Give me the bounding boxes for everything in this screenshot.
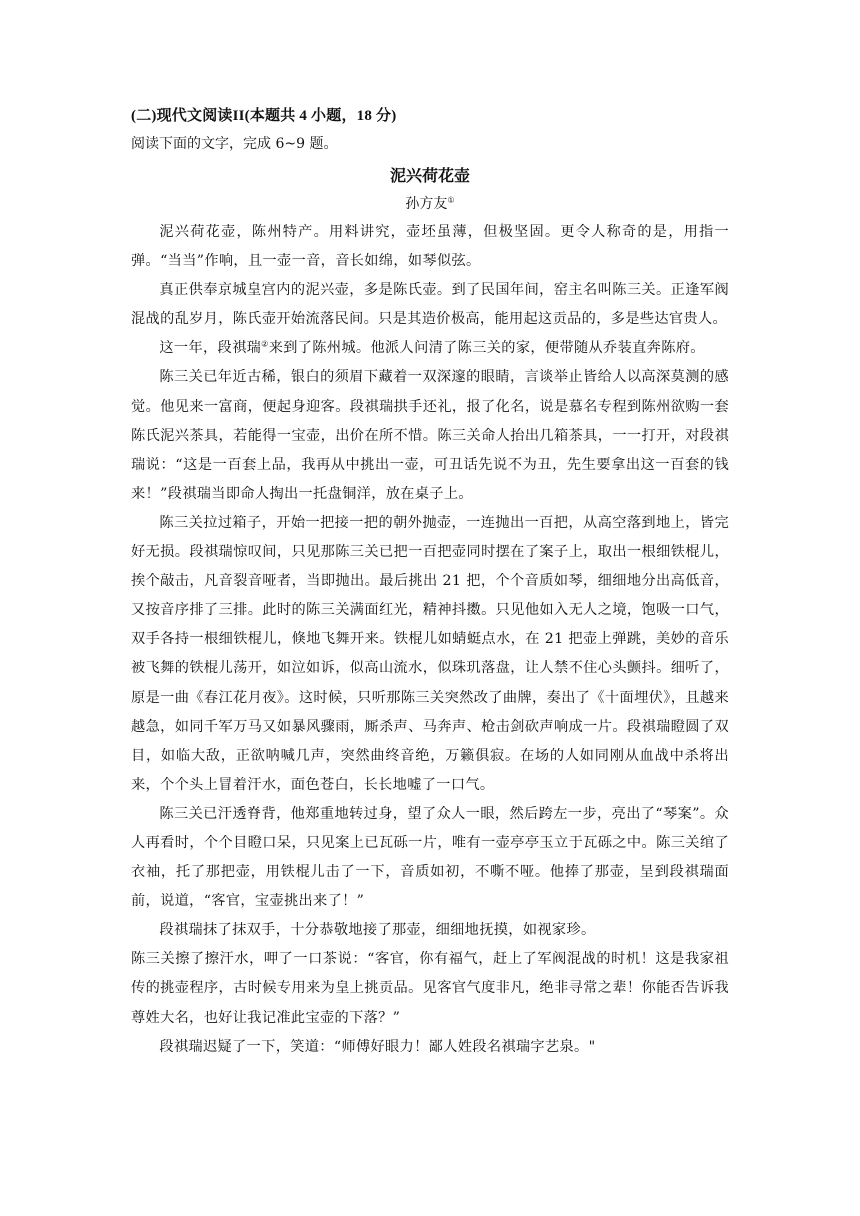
section-heading: (二)现代文阅读II(本题共 4 小题，18 分) xyxy=(131,108,397,124)
paragraph-9: 段祺瑞迟疑了一下，笑道：“师傅好眼力！鄙人姓段名祺瑞字艺泉。" xyxy=(159,1038,596,1055)
author-name: 孙方友 xyxy=(405,196,448,212)
paragraph-3 xyxy=(131,334,729,363)
paragraph-1: 泥兴荷花壶，陈州特产。用料讲究，壶坯虽薄，但极坚固。更令人称奇的是，用指一弹。“当当”作响，且一壶一音，音长如绵，如琴似弦。 xyxy=(131,224,729,270)
paragraph-6: 陈三关已汗透脊背，他郑重地转过身，望了众人一眼，然后跨左一步，亮出了“琴案”。众人再看时，个个目瞪口呆，只见案上已瓦砾一片，唯有一壶亭亭玉立于瓦砾之中。陈三关绾了衣袖，托了那把壶，用铁棍儿击了一下，音质如初，不嘶不哑。他捧了那壶，呈到段祺瑞面前，说道，“客官，宝壶挑出来了！” xyxy=(131,805,729,910)
paragraph-3-before: 这一年，段祺瑞 xyxy=(159,340,262,357)
footnote-mark-2: ② xyxy=(261,339,269,349)
article-title: 泥兴荷花壶 xyxy=(389,166,470,185)
paragraph-5: 陈三关拉过箱子，开始一把接一把的朝外抛壶，一连抛出一百把，从高空落到地上，皆完好无损。段祺瑞惊叹间，只见那陈三关已把一百把壶同时摆在了案子上，取出一根细铁棍儿，挨个敲击，凡音裂音哑者，当即抛出。最后挑出 21 把，个个音质如琴，细细地分出高低音，又按音序排了三排。此时的陈三关满面红光，精神抖擞。只见他如入无人之境，饱吸一口气，双手各持一根细铁棍儿，倏地飞舞开来。铁棍儿如蜻蜓点水，在 21 把壶上弹跳，美妙的音乐被飞舞的铁棍儿荡开，如泣如诉，似高山流水，似珠玑落盘，让人禁不住心头颤抖。细听了，原是一曲《春江花月夜》。这时候，只听那陈三关突然改了曲牌，奏出了《十面埋伏》，且越来越急，如同千军万马又如暴风骤雨，厮杀声、马奔声、枪击剑砍声响成一片。段祺瑞瞪圆了双目，如临大敌，正欲呐喊几声，突然曲终音绝，万籁俱寂。在场的人如同刚从血战中杀将出来，个个头上冒着汗水，面色苍白，长长地嘘了一口气。 xyxy=(131,514,729,793)
reading-instruction: 阅读下面的文字，完成 6~9 题。 xyxy=(131,136,338,152)
paragraph-8: 陈三关擦了擦汗水，呷了一口茶说：“客官，你有福气，赶上了军阀混战的时机！这是我家祖传的挑壶程序，古时候专用来为皇上挑贡品。见客官气度非凡，绝非寻常之辈！你能否告诉我尊姓大名，也好让我记准此宝壶的下落？” xyxy=(131,951,729,1026)
paragraph-4: 陈三关已年近古稀，银白的须眉下藏着一双深邃的眼睛，言谈举止皆给人以高深莫测的感觉。他见来一富商，便起身迎客。段祺瑞拱手还礼，报了化名，说是慕名专程到陈州欲购一套陈氏泥兴茶具，若能得一宝壶，出价在所不惜。陈三关命人抬出几箱茶具，一一打开，对段祺瑞说：“这是一百套上品，我再从中挑出一壶，可丑话先说不为丑，先生要拿出这一百套的钱来！”段祺瑞当即命人掏出一托盘铜洋，放在桌子上。 xyxy=(131,369,729,502)
paragraph-3-after: 来到了陈州城。他派人问清了陈三关的家，便带随从乔装直奔陈府。 xyxy=(268,340,705,357)
article-author xyxy=(0,193,860,213)
paragraph-7: 段祺瑞抹了抹双手，十分恭敬地接了那壶，细细地抚摸，如视家珍。 xyxy=(159,922,596,939)
paragraph-2: 真正供奉京城皇宫内的泥兴壶，多是陈氏壶。到了民国年间，窑主名叫陈三关。正逢军阀混战的乱岁月，陈氏壶开始流落民间。只是其造价极高，能用起这贡品的，多是些达官贵人。 xyxy=(131,282,729,328)
article-body xyxy=(131,218,729,1062)
author-footnote-mark: ① xyxy=(447,195,455,205)
